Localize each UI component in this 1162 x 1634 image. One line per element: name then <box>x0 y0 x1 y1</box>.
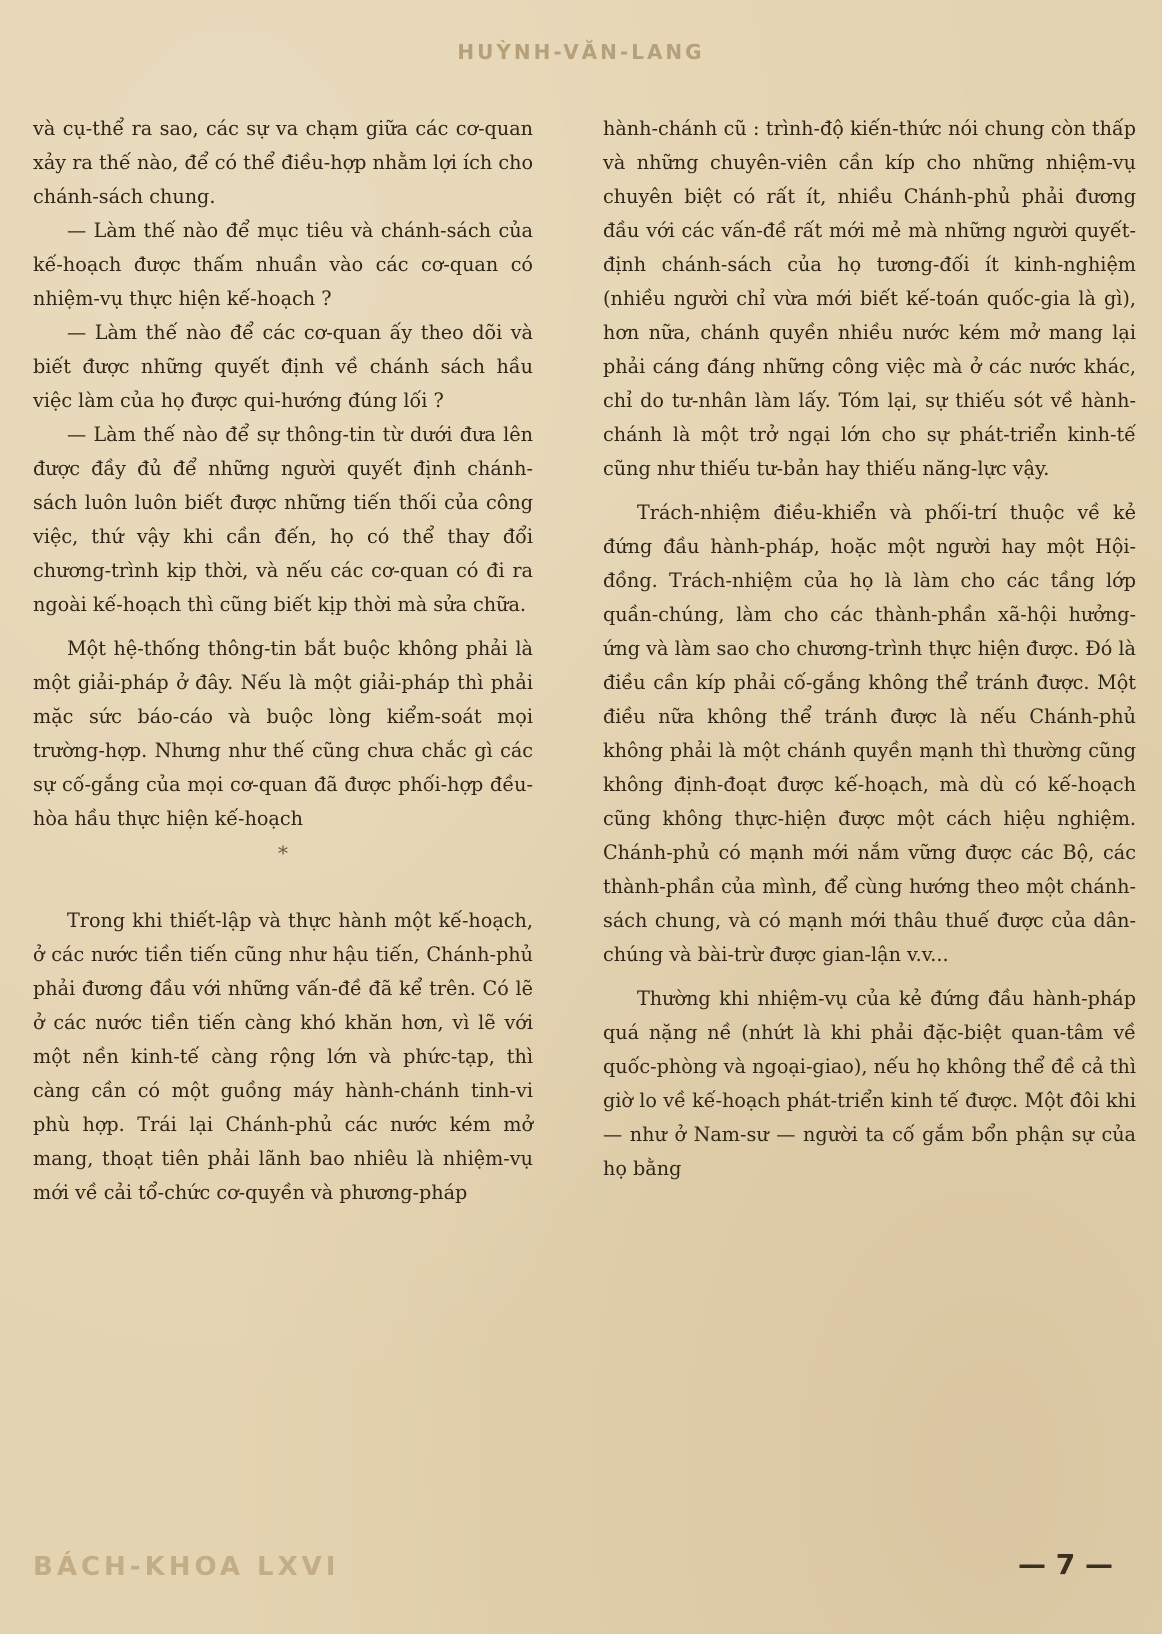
right-column <box>603 112 1136 1186</box>
right-paragraph-2: Trách-nhiệm điều-khiển và phối-trí thuộc về kẻ đứng đầu hành-pháp, hoặc một người hay một Hội-đồng. Trách-nhiệm của họ là làm cho các tầng lớp quần-chúng, làm cho các thành-phần xã-hội hưởng-ứng và làm sao cho chương-trình thực hiện được. Đó là điều cần kíp phải cố-gắng không thể tránh được. Một điều nữa không thể tránh được là nếu Chánh-phủ không phải là một chánh quyền mạnh thì thường cũng không định-đoạt được kế-hoạch, mà dù có kế-hoạch cũng không thực-hiện được một cách hiệu nghiệm. Chánh-phủ có mạnh mới nắm vững được các Bộ, các thành-phần của mình, để cùng hướng theo một chánh-sách chung, và có mạnh mới thâu thuế được của dân-chúng và bài-trừ được gian-lận v.v... <box>603 501 1136 966</box>
running-head-title: HUỲNH-VĂN-LANG <box>457 40 705 64</box>
left-paragraph-2: — Làm thế nào để mục tiêu và chánh-sách của kế-hoạch được thấm nhuần vào các cơ-quan có nhiệm-vụ thực hiện kế-hoạch ? <box>33 219 533 310</box>
left-paragraph-5: Một hệ-thống thông-tin bắt buộc không phải là một giải-pháp ở đây. Nếu là một giải-pháp thì phải mặc sức báo-cáo và buộc lòng kiểm-soát mọi trường-hợp. Nhưng như thế cũng chưa chắc gì các sự cố-gắng của mọi cơ-quan đã được phối-hợp đều-hòa hầu thực hiện kế-hoạch <box>33 637 533 830</box>
left-paragraph-4: — Làm thế nào để sự thông-tin từ dưới đưa lên được đầy đủ để những người quyết định chánh-sách luôn luôn biết được những tiến thối của công việc, thứ vậy khi cần đến, họ có thể thay đổi chương-trình kịp thời, và nếu các cơ-quan có đi ra ngoài kế-hoạch thì cũng biết kịp thời mà sửa chữa. <box>33 423 533 616</box>
section-divider-mark: * <box>278 841 288 865</box>
magazine-footer-title: BÁCH-KHOA LXVI <box>33 1552 340 1582</box>
left-paragraph-3: — Làm thế nào để các cơ-quan ấy theo dõi và biết được những quyết định về chánh sách hầu việc làm của họ được qui-hướng đúng lối ? <box>33 321 533 412</box>
right-paragraph-3: Thường khi nhiệm-vụ của kẻ đứng đầu hành-pháp quá nặng nề (nhứt là khi phải đặc-biệt quan-tâm về quốc-phòng và ngoại-giao), nếu họ không thể đề cả thì giờ lo về kế-hoạch phát-triển kinh tế được. Một đôi khi — như ở Nam-sư — người ta cố gắm bổn phận sự của họ bằng <box>603 987 1136 1180</box>
page-number: — 7 — <box>1018 1548 1113 1581</box>
right-paragraph-1: hành-chánh cũ : trình-độ kiến-thức nói chung còn thấp và những chuyên-viên cần kíp cho những nhiệm-vụ chuyên biệt có rất ít, nhiều Chánh-phủ phải đương đầu với các vấn-đề rất mới mẻ mà những người quyết-định chánh-sách của họ tương-đối ít kinh-nghiệm (nhiều người chỉ vừa mới biết kế-toán quốc-gia là gì), hơn nữa, chánh quyền nhiều nước kém mở mang lại phải cáng đáng những công việc mà ở các nước khác, chỉ do tư-nhân làm lấy. Tóm lại, sự thiếu sót về hành-chánh là một trở ngại lớn cho sự phát-triển kinh-tế cũng như thiếu tư-bản hay thiếu năng-lực vậy. <box>603 117 1136 480</box>
left-paragraph-6: Trong khi thiết-lập và thực hành một kế-hoạch, ở các nước tiền tiến cũng như hậu tiến, Chánh-phủ phải đương đầu với những vấn-đề đã kể trên. Có lẽ ở các nước tiền tiến càng khó khăn hơn, vì lẽ với một nền kinh-tế càng rộng lớn và phức-tạp, thì càng cần có một guồng máy hành-chánh tinh-vi phù hợp. Trái lại Chánh-phủ các nước kém mở mang, thoạt tiên phải lãnh bao nhiêu là nhiệm-vụ mới về cải tổ-chức cơ-quyền và phương-pháp <box>33 909 533 1204</box>
left-paragraph-1: và cụ-thể ra sao, các sự va chạm giữa các cơ-quan xảy ra thế nào, để có thể điều-hợp nhằm lợi ích cho chánh-sách chung. <box>33 117 533 208</box>
left-column <box>33 112 533 1210</box>
